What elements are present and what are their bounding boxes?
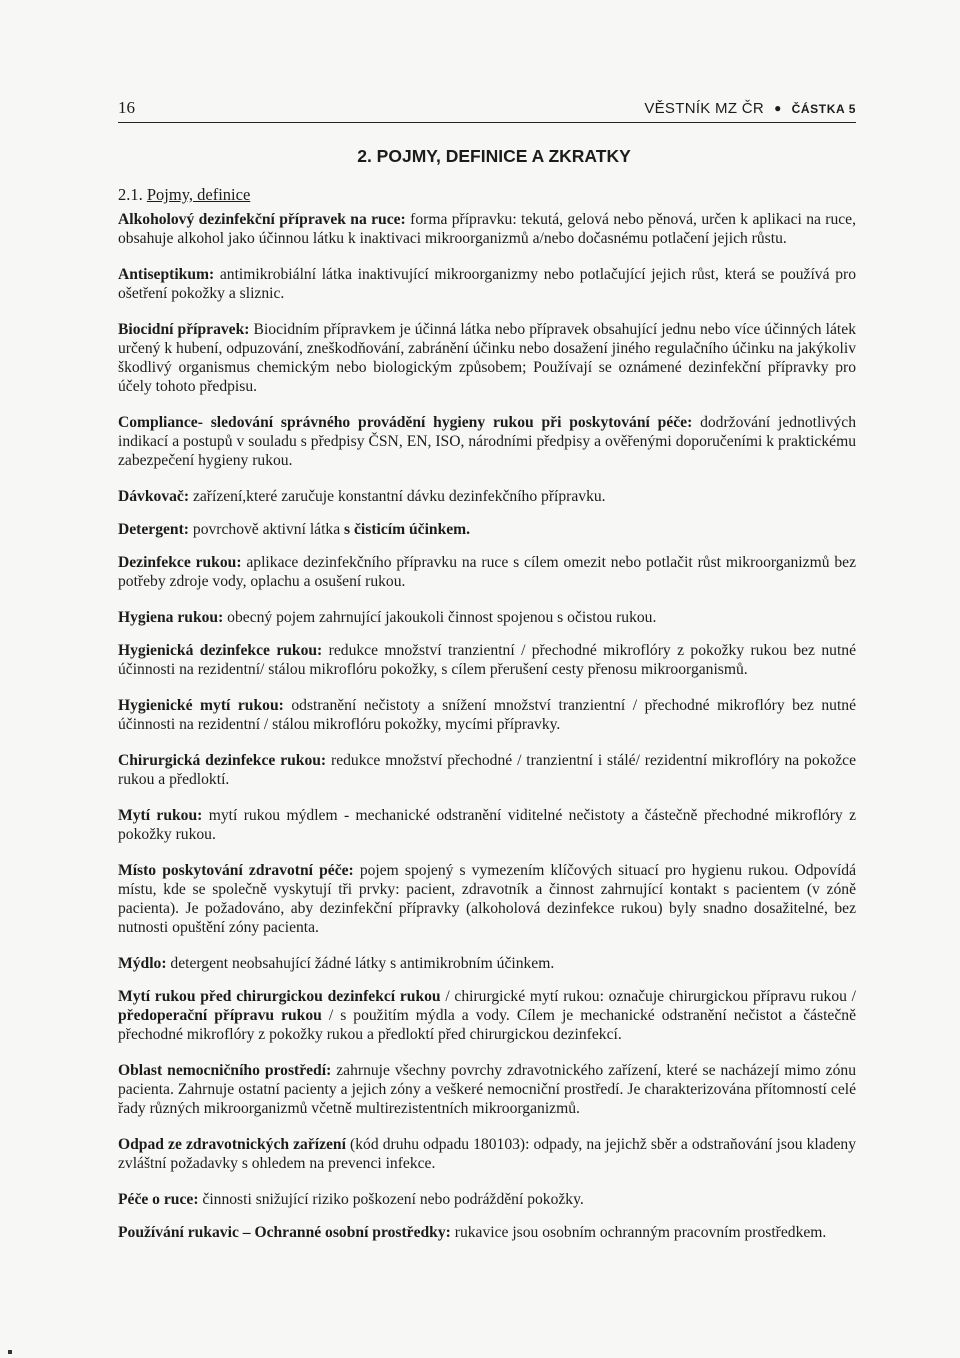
definition-term: Péče o ruce: <box>118 1191 199 1208</box>
definition-term-emphasis: předoperační přípravu rukou <box>118 1007 322 1024</box>
definition-term: Hygiena rukou: <box>118 609 224 626</box>
definition-text: mytí rukou mýdlem - mechanické odstranění viditelné nečistoty a částečně přechodné mikroflóry z pokožky rukou. <box>118 807 857 843</box>
definition-term: Antiseptikum: <box>118 266 215 283</box>
definition-text: (kód druhu odpadu 180103): odpady, na jejichž sběr a odstraňování jsou kladeny zvláštní požadavky s ohledem na prevenci infekce. <box>118 1136 856 1172</box>
definition-text: zahrnuje všechny povrchy zdravotnického zařízení, které se nacházejí mimo zónu pacienta. Zahrnuje ostatní pacienty a jejich zóny a veškeré nemocniční prostředí. Je charakterizována přítomností celé řady různých mikroorganizmů včetně multirezistentních mikroorganizmů. <box>118 1062 856 1117</box>
definition-item <box>118 210 856 248</box>
definition-text: Biocidním přípravkem je účinná látka nebo přípravek obsahující jednu nebo více účinných látek určený k hubení, odpuzování, zneškodňování, zabránění účinku nebo dosažení jiného regulačního účinku na jakýkoliv škodlivý organismus chemickým nebo biologickým způsobem; Používají se oznámené dezinfekční přípravky pro účely tohoto předpisu. <box>118 321 856 395</box>
definition-term: Dávkovač: <box>118 488 190 505</box>
definition-text: antimikrobiální látka inaktivující mikroorganizmy nebo potlačující jejich růst, která se používá pro ošetření pokožky a sliznic. <box>118 266 856 302</box>
definition-term: Mytí rukou: <box>118 807 203 824</box>
definition-item <box>118 608 856 627</box>
definition-text: činnosti snižující riziko poškození nebo podráždění pokožky. <box>198 1191 584 1208</box>
definition-term: Hygienické mytí rukou: <box>118 697 284 714</box>
definition-term: Používání rukavic – Ochranné osobní prostředky: <box>118 1224 451 1241</box>
definition-item <box>118 954 856 973</box>
definition-term: Dezinfekce rukou: <box>118 554 242 571</box>
journal-header <box>644 100 856 117</box>
running-header <box>118 96 856 123</box>
definition-text: aplikace dezinfekčního přípravku na ruce s cílem omezit nebo potlačit růst mikroorganizmů bez potřeby zdroje vody, oplachu a osušení rukou. <box>118 554 856 590</box>
definition-item <box>118 987 856 1044</box>
definition-item <box>118 520 856 539</box>
definition-term: Místo poskytování zdravotní péče: <box>118 862 354 879</box>
definition-text: dodržování jednotlivých indikací a postupů v souladu s předpisy ČSN, EN, ISO, národními předpisy a ověřenými doporučeními k praktickému zabezpečení hygieny rukou. <box>118 414 856 469</box>
definition-text: redukce množství přechodné / tranzientní i stálé/ rezidentní mikroflóry na pokožce rukou a předloktí. <box>118 752 856 788</box>
definition-term: Detergent: <box>118 521 189 538</box>
definition-term-emphasis: s čisticím účinkem. <box>344 521 471 538</box>
definition-item <box>118 1190 856 1209</box>
page-number: 16 <box>118 98 135 117</box>
definition-text: zařízení,které zaručuje konstantní dávku dezinfekčního přípravku. <box>189 488 606 505</box>
definition-text: forma přípravku: tekutá, gelová nebo pěnová, určen k aplikaci na ruce, obsahuje alkohol jako účinnou látku k inaktivaci mikroorganizmů a/nebo dočasnému potlačení jejich růstu. <box>118 211 857 247</box>
definitions-list <box>118 210 856 1259</box>
definition-item <box>118 487 856 506</box>
definition-text: rukavice jsou osobním ochranným pracovním prostředkem. <box>450 1224 827 1241</box>
definition-item <box>118 553 856 591</box>
definition-term: Oblast nemocničního prostředí: <box>118 1062 332 1079</box>
definition-text: detergent neobsahující žádné látky s antimikrobním účinkem. <box>166 955 555 972</box>
definition-term: Mytí rukou před chirurgickou dezinfekcí rukou <box>118 988 441 1005</box>
definition-item <box>118 806 856 844</box>
section-title: Pojmy, definice <box>146 185 251 204</box>
definition-text: povrchově aktivní látka <box>189 521 345 538</box>
definition-term: Hygienická dezinfekce rukou: <box>118 642 323 659</box>
definition-term: Alkoholový dezinfekční přípravek na ruce: <box>118 211 406 228</box>
definition-term: Odpad ze zdravotnických zařízení <box>118 1136 346 1153</box>
definition-item <box>118 320 856 396</box>
scan-speck <box>8 1350 12 1354</box>
journal-title: VĚSTNÍK MZ ČR <box>644 100 765 117</box>
definition-text: redukce množství tranzientní / přechodné mikroflóry z pokožky rukou bez nutné účinnosti na rezidentní/ stálou mikroflóru pokožky, s cílem přerušení cesty přenosu mikroorganismů. <box>118 642 857 678</box>
definition-text: / chirurgické mytí rukou: označuje chirurgickou přípravu rukou / <box>440 988 856 1005</box>
definition-term: Mýdlo: <box>118 955 167 972</box>
chapter-title: 2. POJMY, DEFINICE A ZKRATKY <box>357 146 631 166</box>
definition-item <box>118 265 856 303</box>
definition-term: Biocidní přípravek: <box>118 321 250 338</box>
definition-term: Chirurgická dezinfekce rukou: <box>118 752 327 769</box>
definition-item <box>118 696 856 734</box>
definition-item <box>118 1061 856 1118</box>
part-label: ČÁSTKA 5 <box>791 102 856 116</box>
definition-item <box>118 1223 856 1242</box>
definition-item <box>118 751 856 789</box>
definition-item <box>118 413 856 470</box>
bullet-icon: ● <box>774 101 782 115</box>
section-number: 2.1. <box>118 185 143 204</box>
definition-item <box>118 861 856 937</box>
definition-term: Compliance- sledování správného provádění hygieny rukou při poskytování péče: <box>118 414 693 431</box>
section-heading <box>118 185 250 205</box>
definition-text: odstranění nečistoty a snížení množství tranzientní / přechodné mikroflóry bez nutné účinnosti na rezidentní / stálou mikroflóru pokožky, mycími přípravky. <box>118 697 856 733</box>
definition-item <box>118 1135 856 1173</box>
definition-text: obecný pojem zahrnující jakoukoli činnost spojenou s očistou rukou. <box>223 609 657 626</box>
definition-item <box>118 641 856 679</box>
definition-text-cont: / s použitím mýdla a vody. Cílem je mechanické odstranění nečistot a částečně přechodné mikroflóry z pokožky rukou a předloktí před chirurgickou dezinfekcí. <box>118 1007 856 1043</box>
definition-text: pojem spojený s vymezením klíčových situací pro hygienu rukou. Odpovídá místu, kde se společně vyskytují tři prvky: pacient, zdravotník a činnost zahrnující kontakt s pacientem (v zóně pacienta). Je požadováno, aby dezinfekční přípravky (alkoholová dezinfekce rukou) byly snadno dosažitelné, bez nutnosti opuštění zóny pacienta. <box>118 862 856 936</box>
